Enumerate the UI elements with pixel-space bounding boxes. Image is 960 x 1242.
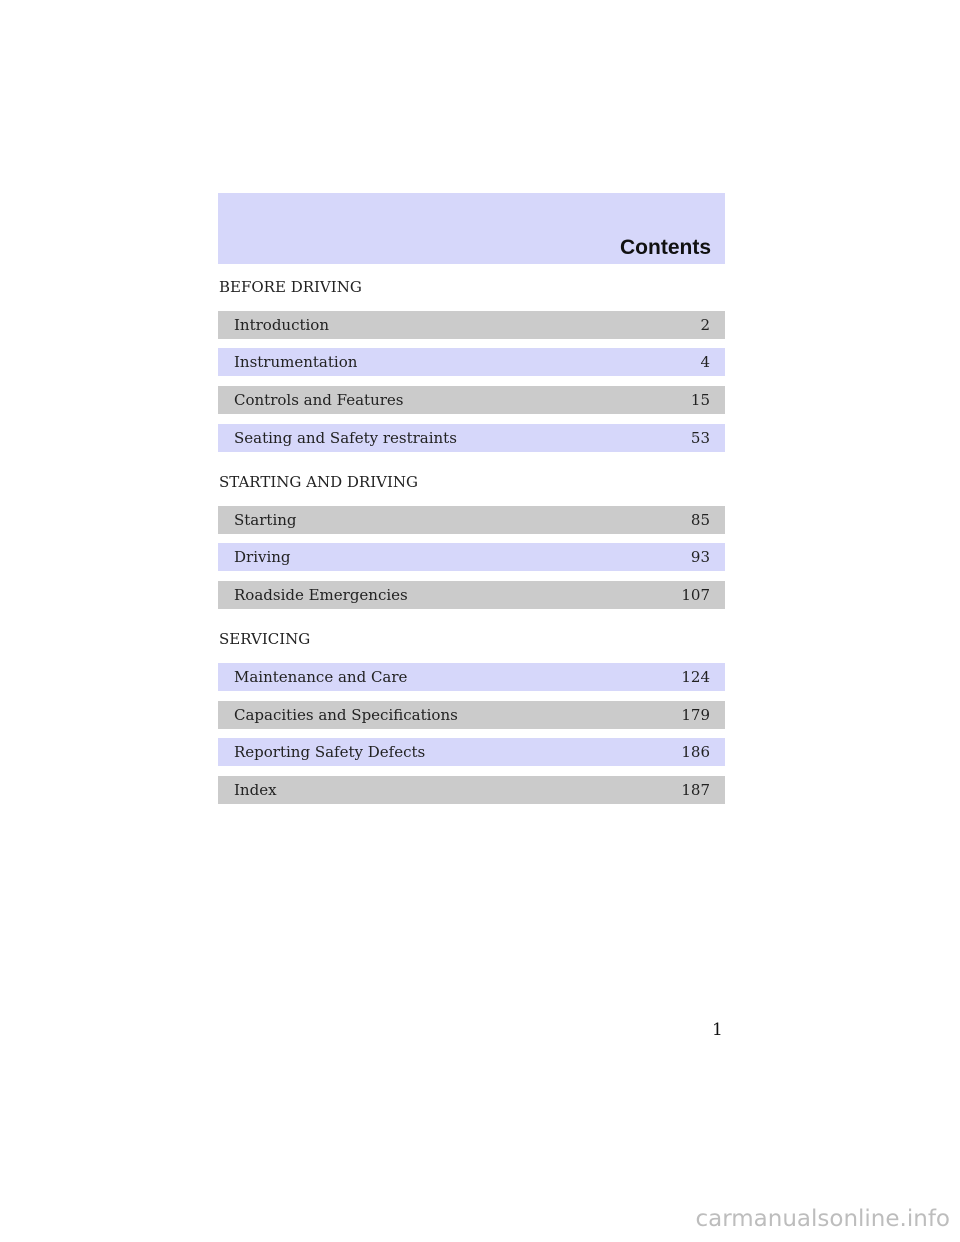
toc-entry-page: 15: [690, 391, 710, 409]
toc-entry-title: Instrumentation: [234, 353, 358, 371]
toc-entry-title: Driving: [234, 548, 291, 566]
contents-header: [218, 193, 725, 264]
toc-entry-capacities-and-specifications[interactable]: [218, 701, 725, 729]
toc-entry-seating-and-safety-restraints[interactable]: [218, 424, 725, 452]
toc-entry-introduction[interactable]: [218, 311, 725, 339]
toc-entry-page: 186: [681, 743, 710, 761]
toc-entry-title: Roadside Emergencies: [234, 586, 408, 604]
toc-entry-page: 107: [681, 586, 710, 604]
toc-entry-page: 2: [700, 316, 710, 334]
page-number: 1: [712, 1020, 723, 1040]
toc-entry-controls-and-features[interactable]: [218, 386, 725, 414]
toc-entry-title: Controls and Features: [234, 391, 404, 409]
section-label-servicing: SERVICING: [219, 630, 311, 648]
toc-entry-reporting-safety-defects[interactable]: [218, 738, 725, 766]
toc-entry-roadside-emergencies[interactable]: [218, 581, 725, 609]
toc-entry-index[interactable]: [218, 776, 725, 804]
section-label-starting-and-driving: STARTING AND DRIVING: [219, 473, 418, 491]
toc-entry-title: Index: [234, 781, 277, 799]
page-title: Contents: [620, 236, 711, 259]
toc-entry-page: 179: [681, 706, 710, 724]
toc-entry-page: 53: [690, 429, 710, 447]
toc-entry-title: Maintenance and Care: [234, 668, 408, 686]
toc-entry-page: 85: [690, 511, 710, 529]
toc-entry-title: Starting: [234, 511, 297, 529]
toc-entry-page: 93: [690, 548, 710, 566]
toc-entry-title: Introduction: [234, 316, 329, 334]
section-label-before-driving: BEFORE DRIVING: [219, 278, 362, 296]
toc-entry-page: 4: [700, 353, 710, 371]
toc-entry-page: 124: [681, 668, 710, 686]
toc-entry-title: Seating and Safety restraints: [234, 429, 457, 447]
toc-entry-starting[interactable]: [218, 506, 725, 534]
toc-entry-title: Reporting Safety Defects: [234, 743, 426, 761]
toc-entry-driving[interactable]: [218, 543, 725, 571]
toc-entry-maintenance-and-care[interactable]: [218, 663, 725, 691]
toc-entry-title: Capacities and Specifications: [234, 706, 458, 724]
watermark: carmanualsonline.info: [695, 1206, 950, 1232]
toc-entry-instrumentation[interactable]: [218, 348, 725, 376]
toc-entry-page: 187: [681, 781, 710, 799]
